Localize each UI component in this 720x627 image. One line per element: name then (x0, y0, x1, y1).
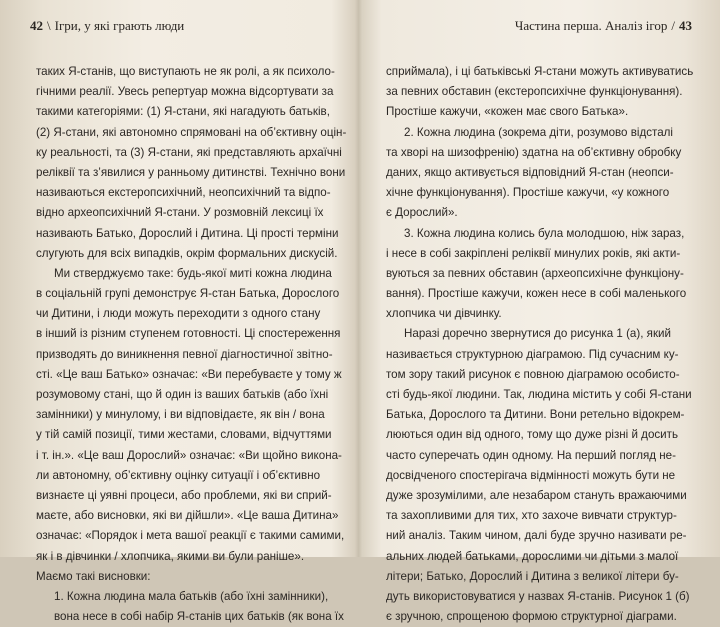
text-line: вона несе в собі набір Я-станів цих батьків (як вона їх (54, 610, 344, 624)
text-line: таких Я-станів, що виступають не як ролі, а як психоло- (36, 65, 335, 78)
text-line: сті будь-якої людини. Так, людина містить у собі Я-стани (386, 388, 692, 401)
text-line: визнаєте ці уявні процеси, або проблеми, які ви сприй- (36, 488, 332, 502)
right-running-title: Частина перша. Аналіз ігор (514, 18, 668, 33)
right-body-text (386, 62, 692, 627)
text-line: хічне функціонування). Простіше кажучи, «у кожного (386, 186, 670, 200)
left-page-number: 42 (30, 18, 43, 33)
text-line: люються один від одного, тому що дуже різні й досить (386, 428, 679, 442)
text-line: як і в дівчинки / хлопчика, якими ви були раніше». (36, 549, 305, 563)
right-page (364, 0, 720, 624)
text-line: замінники) у минулому, і ви відповідаєте, як він / вона (36, 408, 325, 422)
text-line: дуже зрозумілими, але незабаром стануть вражаючими (386, 488, 687, 502)
text-line: чи Дитини, і люди можуть переходити з одного стану (36, 307, 321, 321)
text-line: часто суперечать один одному. На перший погляд не- (386, 448, 676, 462)
right-running-header (515, 18, 692, 34)
text-line: ний аналіз. Таким чином, далі буде зручно називати ре- (386, 529, 687, 543)
header-separator: / (671, 18, 675, 33)
header-separator: \ (47, 18, 51, 33)
text-line: і т. ін.». «Це ваш Дорослий» означає: «Ви щойно викона- (36, 448, 342, 462)
text-line: ку реальності, та (3) Я-стани, які представляють архаїчні (36, 145, 342, 159)
text-line: в інший із різним ступенем готовності. Ці спостереження (36, 327, 341, 341)
text-line: є зручною, спрощеною формою структурної діаграми. (386, 610, 677, 624)
text-line: Наразі доречно звернутися до рисунка 1 (а), який (404, 327, 671, 341)
text-line: Батька, Дорослого та Дитини. Вони ретельно відокрем- (386, 408, 685, 422)
text-line: та хворі на шизофренію) здатна на об’єктивну обробку (386, 145, 682, 159)
left-body-text (36, 62, 347, 627)
text-line: називаються екстеропсихічний, неопсихічний та відпо- (36, 186, 331, 200)
text-line: гічними реалії. Увесь репертуар можна відсортувати за (36, 85, 334, 99)
text-line: маєте, або висновки, які ви дійшли». «Це ваша Дитина» (36, 509, 339, 523)
left-running-title: Ігри, у які грають люди (54, 18, 185, 33)
text-line: розумовому стані, що й один із ваших батьків (або їхні (36, 388, 329, 401)
text-line: відно археопсихічний Я-стани. У розмовній лексиці їх (36, 206, 324, 220)
left-page (0, 0, 356, 624)
text-line: 2. Кожна людина (зокрема діти, розумово відсталі (404, 125, 673, 139)
left-running-header (30, 18, 184, 34)
text-line: дуть використовуватися у назвах Я-станів. Рисунок 1 (б) (386, 589, 690, 603)
text-line: 1. Кожна людина мала батьків (або їхні замінники), (54, 589, 329, 603)
text-line: Ми стверджуємо таке: будь-якої миті кожна людина (54, 266, 332, 280)
text-line: даних, якщо активується відповідний Я-стан (неопси- (386, 165, 674, 179)
text-line: вання). Простіше кажучи, кожен несе в собі маленького (386, 287, 687, 301)
text-line: досвідченого спостерігача відмінності можуть бути не (386, 468, 676, 482)
text-line: реліквії та з’явилися у ранньому дитинстві. Технічно вони (36, 165, 346, 179)
text-line: Простіше кажучи, «кожен має свого Батька». (386, 105, 629, 119)
text-line: 3. Кожна людина колись була молодшою, ніж зараз, (404, 226, 685, 240)
text-line: в соціальній групі демонструє Я-стан Батька, Дорослого (36, 287, 340, 301)
text-line: (2) Я-стани, які автономно спрямовані на об’єктивну оцін- (36, 125, 347, 139)
text-line: Маємо такі висновки: (36, 569, 151, 583)
text-line: за певних обставин (екстеропсихічне функціонування). (386, 85, 683, 99)
text-line: означає: «Порядок і мета вашої реакції є такими самими, (36, 529, 345, 543)
text-line: називається структурною діаграмою. Під сучасним ку- (386, 347, 679, 361)
text-line: ли автономну, об’єктивну оцінку ситуації і об’єктивно (36, 468, 321, 482)
text-line: і несе в собі закріплені реліквії минулих років, які акти- (386, 246, 681, 260)
text-line: літери; Батько, Дорослий і Дитина з великої літери бу- (386, 569, 679, 583)
text-line: сті. «Це ваш Батько» означає: «Ви перебуваєте у тому ж (36, 367, 342, 381)
text-line: такими категоріями: (1) Я-стани, які нагадують батьків, (36, 105, 330, 119)
text-line: називають Батько, Дорослий і Дитина. Ці прості терміни (36, 226, 339, 240)
text-line: є Дорослий». (386, 206, 458, 220)
text-line: призводять до виникнення певної діагностичної звітно- (36, 347, 333, 361)
text-line: та захопливими для тих, хто захоче вивчати структур- (386, 509, 677, 523)
text-line: альних людей батьками, дорослими чи дітьми з малої (386, 549, 679, 563)
text-line: хлопчика чи дівчинку. (386, 307, 502, 321)
text-line: сприймала), і ці батьківські Я-стани можуть активуватись (386, 65, 694, 78)
text-line: вуються за певних обставин (археопсихічне функціону- (386, 266, 684, 280)
text-line: у тій самій позиції, тими жестами, словами, відчуттями (36, 428, 332, 442)
text-line: слугують для всіх випадків, окрім формальних дискусій. (36, 246, 338, 260)
text-line: том зору такий рисунок є повною діаграмою особисто- (386, 367, 680, 381)
right-page-number: 43 (679, 18, 692, 33)
